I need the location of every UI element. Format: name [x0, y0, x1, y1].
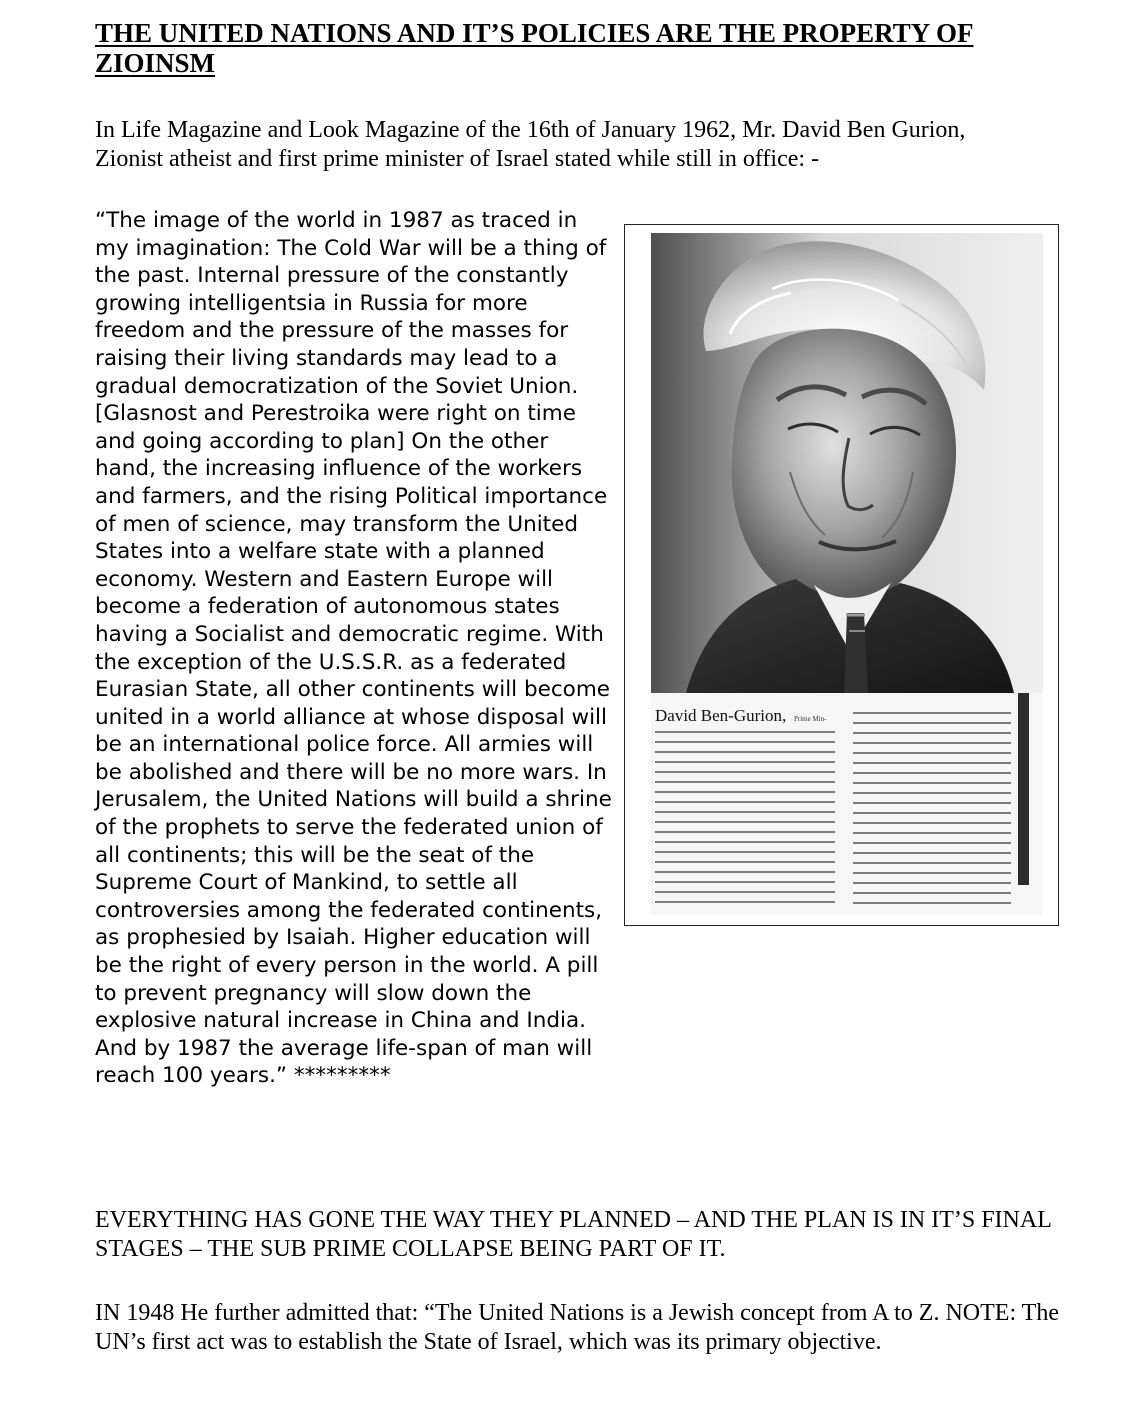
- admission-paragraph: IN 1948 He further admitted that: “The United Nations is a Jewish concept from A to Z. NOTE: The UN’s first act was to establish the State of Israel, which was its primary objective.: [95, 1300, 1059, 1355]
- intro-paragraph: In Life Magazine and Look Magazine of the 16th of January 1962, Mr. David Ben Gurion, Zionist atheist and first prime minister of Israel stated while still in office: -: [95, 117, 966, 172]
- magazine-clipping-photo: [651, 233, 1043, 915]
- caption-name: David Ben-Gurion,: [655, 706, 787, 725]
- caption-prefix: Prime Min-: [794, 715, 827, 723]
- statement-paragraph: EVERYTHING HAS GONE THE WAY THEY PLANNED – AND THE PLAN IS IN IT’S FINAL STAGES – THE SUB PRIME COLLAPSE BEING PART OF IT.: [95, 1207, 1051, 1262]
- document-title: THE UNITED NATIONS AND IT’S POLICIES ARE THE PROPERTY OF ZIOINSM: [95, 18, 974, 78]
- ben-gurion-quote: “The image of the world in 1987 as traced in my imagination: The Cold War will be a thing of the past. Internal pressure of the constantly growing intelligentsia in Russia for more freedom and the pressure of the masses for raising their living standards may lead to a gradual democratization of the Soviet Union. [Glasnost and Perestroika were right on time and going according to plan] On the other hand, the increasing influence of the workers and farmers, and the rising Political importance of men of science, may transform the United States into a welfare state with a planned economy. Western and Eastern Europe will become a federation of autonomous states having a Socialist and democratic regime. With the exception of the U.S.S.R. as a federated Eurasian State, all other continents will become united in a world alliance at whose disposal will be an international police force. All armies will be abolished and there will be no more wars. In Jerusalem, the United Nations will build a shrine of the prophets to serve the federated union of all continents; this will be the seat of the Supreme Court of Mankind, to settle all controversies among the federated continents, as prophesied by Isaiah. Higher education will be the right of every person in the world. A pill to prevent pregnancy will slow down the explosive natural increase in China and India. And by 1987 the average life-span of man will reach 100 years.” *********: [95, 208, 612, 1089]
